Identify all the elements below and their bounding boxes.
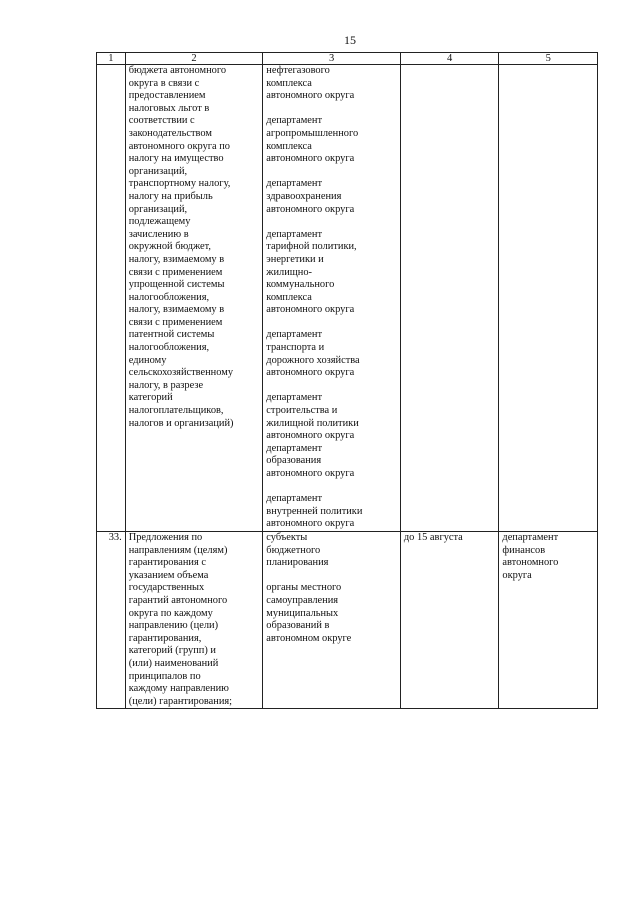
text-line: соответствии с — [128, 115, 195, 127]
text-line: окружной бюджет, — [128, 241, 212, 253]
text-line: связи с применением — [128, 316, 223, 328]
text-line: до 15 августа — [403, 531, 463, 543]
blank-line — [266, 216, 397, 229]
text-line: государственных — [128, 582, 205, 594]
text-line: дорожного хозяйства — [266, 354, 360, 366]
schedule-table — [96, 52, 598, 709]
table-header-row — [97, 53, 598, 65]
cell-number: 33. — [97, 531, 126, 708]
header-cell: 2 — [125, 53, 263, 65]
text-line: автономного округа — [266, 90, 355, 102]
text-line: организаций, — [128, 203, 188, 215]
text-line: здравоохранения — [266, 190, 342, 202]
text-line: автономного — [502, 557, 559, 569]
text-line: направлению (цели) — [128, 620, 219, 632]
text-line: (или) наименований — [128, 657, 219, 669]
text-line: связи с применением — [128, 266, 223, 278]
text-line: округа в связи с — [128, 77, 200, 89]
text-line: гарантирования, — [128, 632, 202, 644]
text-line: налогообложения, — [128, 342, 210, 354]
text-line: департамент — [266, 329, 322, 341]
text-line: самоуправления — [266, 594, 339, 606]
text-line: комплекса — [266, 291, 312, 303]
text-line: каждому направлению — [128, 683, 229, 695]
text-line: комплекса — [266, 140, 312, 152]
text-line: автономного округа — [266, 153, 355, 165]
text-line: предоставлением — [128, 90, 206, 102]
text-line: автономного округа — [266, 304, 355, 316]
text-line: транспорта и — [266, 342, 325, 354]
text-line: энергетики и — [266, 253, 324, 265]
cell-deadline — [400, 531, 499, 708]
text-line: гарантирования с — [128, 557, 206, 569]
text-line: единому — [128, 354, 167, 366]
text-line: патентной системы — [128, 329, 215, 341]
text-line: гарантий автономного — [128, 594, 228, 606]
text-line: налогов и организаций) — [128, 417, 234, 429]
text-line: категорий — [128, 392, 173, 404]
cell-executors — [263, 65, 401, 532]
blank-line — [266, 166, 397, 179]
text-line: округа по каждому — [128, 607, 213, 619]
text-line: департамент — [502, 531, 559, 543]
text-line: округа — [502, 569, 532, 581]
header-cell: 1 — [97, 53, 126, 65]
text-line: коммунального — [266, 279, 335, 291]
text-line: образований в — [266, 620, 330, 632]
blank-line — [266, 380, 397, 393]
text-line: внутренней политики — [266, 505, 363, 517]
text-line: налогообложения, — [128, 291, 210, 303]
text-line: жилищной политики — [266, 417, 359, 429]
text-line: налогу на имущество — [128, 153, 224, 165]
text-line: подлежащему — [128, 216, 191, 228]
page-number: 15 — [344, 33, 356, 47]
text-line: субъекты — [266, 531, 308, 543]
text-line: налогу, взимаемому в — [128, 253, 225, 265]
text-line: органы местного — [266, 582, 342, 594]
text-line: категорий (групп) и — [128, 645, 216, 657]
blank-line — [266, 317, 397, 330]
text-line: бюджета автономного — [128, 65, 227, 76]
text-line: Предложения по — [128, 531, 203, 543]
cell-responsible — [499, 65, 598, 532]
cell-deadline — [400, 65, 499, 532]
text-line: налогоплательщиков, — [128, 405, 224, 417]
table-row — [97, 531, 598, 708]
text-line: организаций, — [128, 165, 188, 177]
text-line: автономного округа — [266, 203, 355, 215]
text-line: автономного округа — [266, 367, 355, 379]
text-line: налогу, взимаемому в — [128, 304, 225, 316]
text-line: автономного округа — [266, 430, 355, 442]
header-cell: 4 — [400, 53, 499, 65]
cell-executors — [263, 531, 401, 708]
text-line: департамент — [266, 178, 322, 190]
text-line: жилищно- — [266, 266, 312, 278]
blank-line — [266, 481, 397, 494]
text-line: тарифной политики, — [266, 241, 357, 253]
text-line: строительства и — [266, 405, 338, 417]
blank-line — [266, 103, 397, 116]
text-line: автономном округе — [266, 632, 352, 644]
text-line: департамент — [266, 115, 322, 127]
text-line: финансов — [502, 544, 546, 556]
cell-description — [125, 65, 263, 532]
cell-responsible — [499, 531, 598, 708]
text-line: транспортному налогу, — [128, 178, 231, 190]
text-line: агропромышленного — [266, 127, 359, 139]
text-line: указанием объема — [128, 569, 209, 581]
text-line: автономного округа по — [128, 140, 231, 152]
text-line: департамент — [266, 442, 322, 454]
text-line: муниципальных — [266, 607, 339, 619]
text-line: законодательством — [128, 127, 212, 139]
text-line: налогу, в разрезе — [128, 379, 204, 391]
text-line: налогу на прибыль — [128, 190, 213, 202]
cell-description — [125, 531, 263, 708]
cell-number — [97, 65, 126, 532]
text-line: комплекса — [266, 77, 312, 89]
text-line: нефтегазового — [266, 65, 330, 76]
text-line: (цели) гарантирования; — [128, 695, 233, 707]
text-line: бюджетного — [266, 544, 321, 556]
text-line: упрощенной системы — [128, 279, 225, 291]
header-cell: 5 — [499, 53, 598, 65]
text-line: направлениям (целям) — [128, 544, 228, 556]
text-line: автономного округа — [266, 468, 355, 479]
text-line: образования — [266, 455, 322, 467]
text-line: сельскохозяйственному — [128, 367, 234, 379]
text-line: департамент — [266, 392, 322, 404]
text-line: департамент — [266, 228, 322, 240]
header-cell: 3 — [263, 53, 401, 65]
text-line: департамент — [266, 493, 322, 505]
text-line: налоговых льгот в — [128, 102, 210, 114]
blank-line — [266, 570, 397, 583]
text-line: принципалов по — [128, 670, 201, 682]
text-line: автономного округа — [266, 518, 355, 530]
table-row — [97, 65, 598, 532]
text-line: зачислению в — [128, 228, 189, 240]
text-line: планирования — [266, 557, 329, 569]
